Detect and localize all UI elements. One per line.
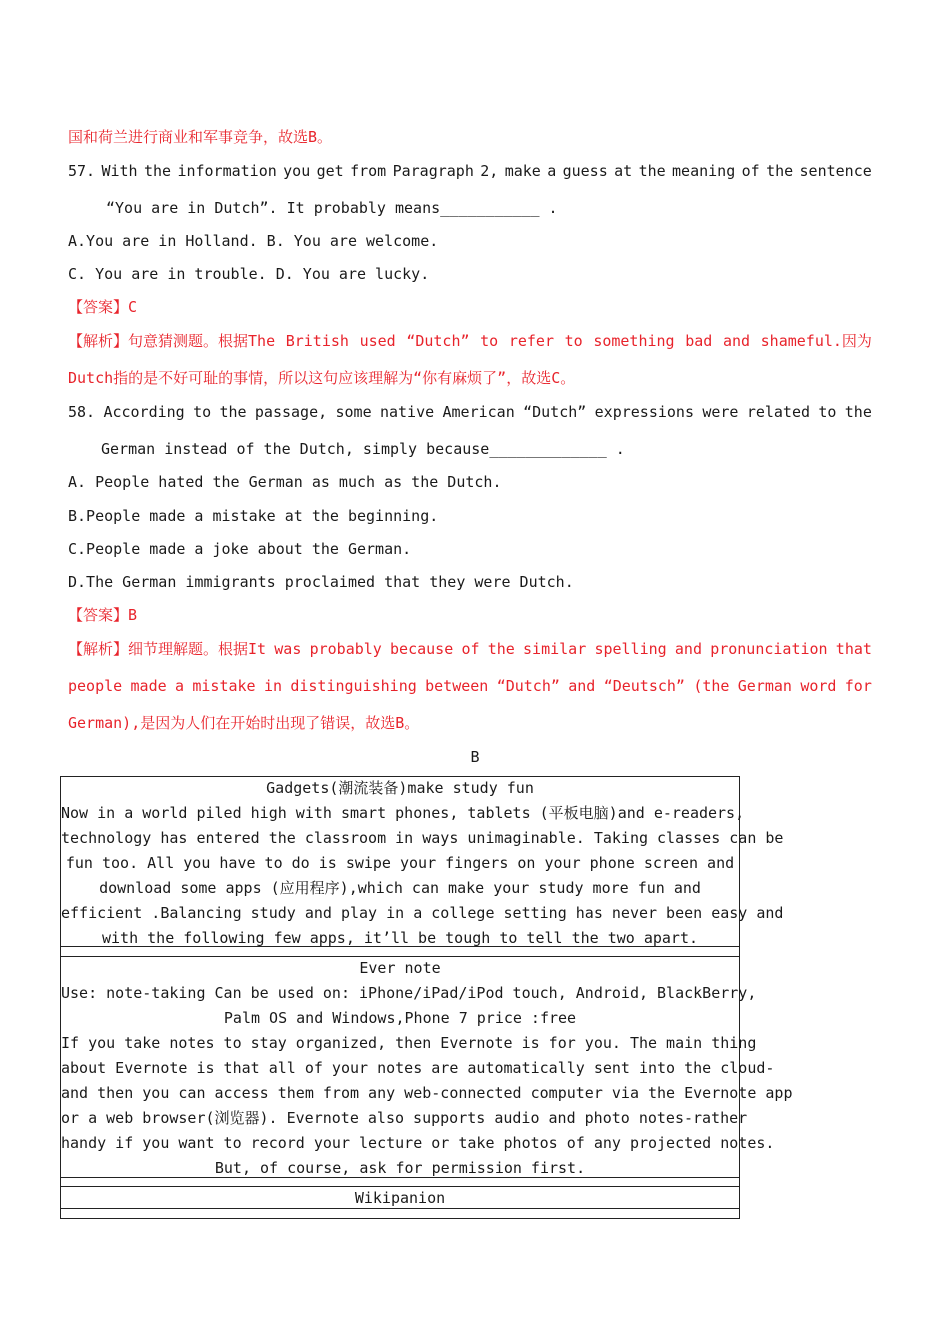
word: a — [547, 162, 557, 180]
word: of — [741, 162, 760, 180]
evernote-line: Use: note-taking Can be used on: iPhone/iPad/iPod touch, Android, BlackBerry, — [61, 984, 757, 1002]
word: probably — [309, 640, 382, 658]
word: from — [350, 162, 387, 180]
word: sentence — [799, 162, 872, 180]
word: 57. — [68, 162, 96, 180]
word: for — [844, 677, 872, 695]
word: “Dutch” — [406, 332, 470, 350]
word: passage, — [254, 403, 328, 421]
word: 58. — [68, 403, 96, 421]
q58-option-a: A. People hated the German as much as the Dutch. — [68, 473, 502, 491]
word: information — [177, 162, 277, 180]
word: distinguishing — [290, 677, 417, 695]
word: British — [285, 332, 349, 350]
word: spelling — [594, 640, 667, 658]
word: the — [766, 162, 794, 180]
word: native — [379, 403, 435, 421]
gadgets-line: efficient .Balancing study and play in a college setting has never been easy and — [61, 904, 784, 922]
word: Paragraph — [392, 162, 474, 180]
q58-option-c: C.People made a joke about the German. — [68, 540, 412, 558]
word: because — [390, 640, 454, 658]
q58-analysis-line1 — [68, 639, 872, 659]
word: to — [480, 332, 499, 350]
section-label: B — [470, 748, 480, 766]
word: in — [263, 677, 282, 695]
word: used — [359, 332, 396, 350]
word: bad — [685, 332, 713, 350]
q57-analysis-line2: Dutch指的是不好可耻的事情，所以这句应该理解为“你有麻烦了”，故选C。 — [68, 369, 576, 387]
word: to — [564, 332, 583, 350]
q57-answer: 【答案】C — [68, 298, 138, 316]
wikipanion-title: Wikipanion — [354, 1189, 446, 1207]
evernote-line: and then you can access them from any web-connected computer via the Evernote app — [61, 1084, 793, 1102]
word: 2, — [480, 162, 499, 180]
gadgets-line: fun too. All you have to do is swipe your fingers on your phone screen and — [65, 854, 735, 872]
word: some — [335, 403, 372, 421]
word: something — [593, 332, 675, 350]
word: meaning — [672, 162, 736, 180]
q58-analysis-line2 — [68, 676, 872, 696]
q58-stem-line2: German instead of the Dutch, simply because_____________ . — [101, 440, 625, 458]
word: people — [68, 677, 123, 695]
q58-analysis-line3: German),是因为人们在开始时出现了错误，故选B。 — [68, 714, 420, 732]
word: the — [844, 403, 872, 421]
word: between — [425, 677, 489, 695]
word: the — [143, 162, 172, 180]
q57-stem-line2: “You are in Dutch”. It probably means___________ . — [106, 199, 558, 217]
q56-analysis-tail: 国和荷兰进行商业和军事竞争，故选B。 — [68, 128, 333, 146]
word: made — [130, 677, 167, 695]
q58-option-b: B.People made a mistake at the beginning. — [68, 507, 439, 525]
word: of — [461, 640, 480, 658]
table-divider — [60, 1177, 740, 1178]
apps-table — [60, 776, 793, 1219]
word: “Dutch” — [523, 403, 587, 421]
table-divider — [60, 946, 740, 947]
word: to — [818, 403, 837, 421]
word: shameful.因为 — [760, 332, 872, 350]
word: According — [103, 403, 185, 421]
evernote-title: Ever note — [359, 959, 441, 977]
word: similar — [523, 640, 587, 658]
word: related — [746, 403, 811, 421]
word: “Dutch” — [496, 677, 560, 695]
word: to — [193, 403, 212, 421]
word: and — [722, 332, 751, 350]
word: American — [442, 403, 515, 421]
word: word — [800, 677, 837, 695]
gadgets-line: download some apps (应用程序),which can make your study more fun and — [99, 879, 701, 897]
q57-option-ab: A.You are in Holland. B. You are welcome. — [68, 232, 439, 250]
gadgets-line: Now in a world piled high with smart phones, tablets (平板电脑)and e-readers, — [61, 804, 745, 822]
word: guess — [562, 162, 608, 180]
gadgets-line: with the following few apps, it’ll be tough to tell the two apart. — [101, 929, 699, 947]
gadgets-line: technology has entered the classroom in ways unimaginable. Taking classes can be — [61, 829, 784, 847]
word: “Deutsch” — [603, 677, 685, 695]
word: 【解析】细节理解题。根据It — [68, 640, 267, 658]
gadgets-title: Gadgets(潮流装备)make study fun — [266, 779, 534, 797]
word: at — [614, 162, 633, 180]
word: 【解析】句意猜测题。根据The — [68, 332, 276, 350]
word: were — [702, 403, 739, 421]
q57-option-cd: C. You are in trouble. D. You are lucky. — [68, 265, 430, 283]
q57-stem-line1 — [68, 161, 872, 181]
word: pronunciation — [710, 640, 828, 658]
evernote-line: Palm OS and Windows,Phone 7 price :free — [223, 1009, 577, 1027]
word: was — [274, 640, 302, 658]
table-divider — [60, 1208, 740, 1209]
word: a — [175, 677, 185, 695]
word: refer — [508, 332, 554, 350]
word: you — [283, 162, 311, 180]
evernote-line: about Evernote is that all of your notes are automatically sent into the cloud- — [61, 1059, 775, 1077]
word: the — [487, 640, 515, 658]
q58-option-d: D.The German immigrants proclaimed that they were Dutch. — [68, 573, 574, 591]
table-divider — [60, 956, 740, 957]
word: get — [316, 162, 344, 180]
evernote-line: But, of course, ask for permission first. — [214, 1159, 586, 1177]
evernote-line: If you take notes to stay organized, then Evernote is for you. The main thing — [61, 1034, 757, 1052]
q57-analysis-line1 — [68, 331, 872, 351]
word: mistake — [192, 677, 256, 695]
word: and — [674, 640, 702, 658]
evernote-line: or a web browser(浏览器). Evernote also supports audio and photo notes-rather — [61, 1109, 748, 1127]
table-divider — [60, 1186, 740, 1187]
word: With — [101, 162, 138, 180]
word: the — [219, 403, 247, 421]
word: and — [568, 677, 596, 695]
q58-answer: 【答案】B — [68, 606, 138, 624]
word: expressions — [594, 403, 694, 421]
word: German — [737, 677, 792, 695]
q58-stem-line1 — [68, 402, 872, 422]
evernote-line: handy if you want to record your lecture or take photos of any projected notes. — [61, 1134, 775, 1152]
word: make — [504, 162, 541, 180]
word: that — [835, 640, 872, 658]
word: the — [638, 162, 666, 180]
word: (the — [693, 677, 730, 695]
